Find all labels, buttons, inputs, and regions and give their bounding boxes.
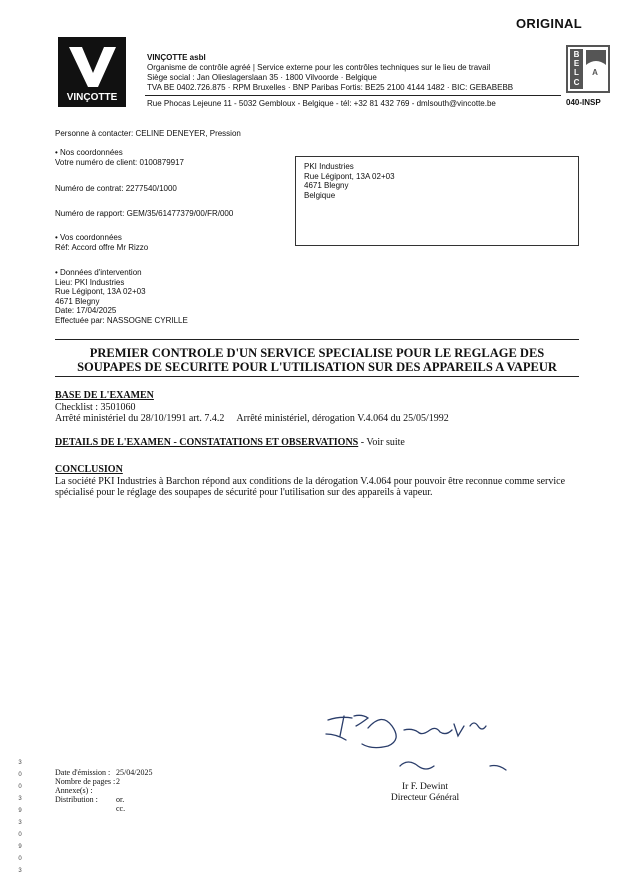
our-details <box>55 148 184 167</box>
side-code-digit: 9 <box>18 808 22 814</box>
belac-letter: A <box>592 68 598 77</box>
details-suffix: - Voir suite <box>358 437 405 448</box>
issue-row <box>55 795 152 804</box>
your-details-title: • Vos coordonnées <box>55 233 122 242</box>
side-code-digit: 3 <box>18 820 22 826</box>
client-address-line: 4671 Blegny <box>304 181 349 190</box>
issue-row <box>55 768 152 777</box>
issue-label: Distribution : <box>55 795 98 804</box>
company-line: Organisme de contrôle agréé | Service externe pour les contrôles techniques sur le lieu de travail <box>147 63 491 72</box>
side-code-digit: 9 <box>18 844 22 850</box>
details-section <box>55 437 405 449</box>
company-line: TVA BE 0402.726.875 · RPM Bruxelles · BNP Paribas Fortis: BE25 2100 4144 1482 · BIC: GEBABEBB <box>147 83 514 92</box>
client-address-line: Rue Légipont, 13A 02+03 <box>304 171 395 181</box>
signer-name: Ir F. Dewint <box>402 782 448 792</box>
side-code-digit: 0 <box>18 832 22 838</box>
issue-value: 25/04/2025 <box>116 768 153 777</box>
report-title-line: PREMIER CONTROLE D'UN SERVICE SPECIALISE POUR LE REGLAGE DES <box>89 346 545 360</box>
client-number: Votre numéro de client: 0100879917 <box>55 157 184 167</box>
belac-letter: L <box>574 68 579 77</box>
issue-value: or. <box>116 795 125 804</box>
conclusion-heading: CONCLUSION <box>55 464 123 475</box>
report-title <box>55 339 579 377</box>
checklist: Checklist : 3501060 <box>55 401 136 413</box>
issue-value: 2 <box>116 777 120 786</box>
vincotte-logo <box>58 37 126 107</box>
intervention-line: Effectuée par: NASSOGNE CYRILLE <box>55 315 188 325</box>
reference: Réf: Accord offre Mr Rizzo <box>55 242 149 252</box>
conclusion-section <box>55 464 581 499</box>
side-barcode-number <box>16 757 24 877</box>
issue-row <box>55 804 152 813</box>
side-code-digit: 0 <box>18 856 22 862</box>
client-address-line: PKI Industries <box>304 162 354 171</box>
company-name: VINÇOTTE asbl <box>147 53 206 62</box>
base-heading: BASE DE L'EXAMEN <box>55 390 154 401</box>
intervention-line: Date: 17/04/2025 <box>55 306 117 315</box>
side-code-digit: 3 <box>18 868 22 874</box>
side-code-digit: 3 <box>18 760 22 766</box>
company-address: Rue Phocas Lejeune 11 - 5032 Gembloux - Belgique - tél: +32 81 432 769 - dmlsouth@vincotte.be <box>147 99 496 108</box>
logo-text: VINÇOTTE <box>66 92 118 103</box>
side-code-digit: 3 <box>18 796 22 802</box>
issue-label: Date d'émission : <box>55 768 111 777</box>
intervention-data <box>55 268 188 325</box>
our-details-title: • Nos coordonnées <box>55 148 123 157</box>
intervention-line: Rue Légipont, 13A 02+03 <box>55 287 146 296</box>
belac-letter: C <box>573 78 580 87</box>
belac-logo <box>566 45 610 93</box>
your-details <box>55 233 148 252</box>
signer-role: Directeur Général <box>390 793 460 803</box>
side-code-digit: 0 <box>18 772 22 778</box>
intervention-line: Lieu: PKI Industries <box>55 277 125 287</box>
original-stamp: ORIGINAL <box>516 16 582 31</box>
issue-label: Annexe(s) : <box>55 786 93 795</box>
details-heading: DETAILS DE L'EXAMEN - CONSTATATIONS ET OBSERVATIONS <box>55 437 359 448</box>
company-info <box>147 53 513 93</box>
belac-code: 040-INSP <box>566 98 601 107</box>
report-number: Numéro de rapport: GEM/35/61477379/00/FR/000 <box>55 209 234 218</box>
contact-person: Personne à contacter: CELINE DENEYER, Pression <box>55 129 241 138</box>
issue-label: Nombre de pages : <box>55 777 116 786</box>
signer-block <box>377 782 473 804</box>
client-address-box <box>295 156 579 246</box>
handwritten-signature <box>322 706 522 782</box>
header-divider <box>145 95 561 96</box>
conclusion-text: La société PKI Industries à Barchon répond aux conditions de la dérogation V.4.064 pour pouvoir être reconnue comme service spécialisé pour le réglage des soupapes de sécurité pour l'utilisation sur des appareils à vapeur. <box>55 475 566 498</box>
issue-label <box>55 804 116 813</box>
issue-row <box>55 786 152 795</box>
contract-number: Numéro de contrat: 2277540/1000 <box>55 184 177 193</box>
belac-letter: B <box>573 50 580 59</box>
client-address-line: Belgique <box>304 190 336 200</box>
decrees: Arrêté ministériel du 28/10/1991 art. 7.4.2 Arrêté ministériel, dérogation V.4.064 du 25/05/1992 <box>55 413 449 424</box>
belac-letter: E <box>573 59 580 68</box>
report-title-line: SOUPAPES DE SECURITE POUR L'UTILISATION SUR DES APPAREILS A VAPEUR <box>77 360 557 374</box>
issue-value: cc. <box>116 804 126 813</box>
issue-row <box>55 777 152 786</box>
side-code-digit: 0 <box>18 784 22 790</box>
company-line: Siège social : Jan Olieslagerslaan 35 · 1800 Vilvoorde · Belgique <box>147 73 377 82</box>
intervention-title: • Données d'intervention <box>55 268 142 277</box>
issue-info <box>55 768 152 813</box>
base-section <box>55 390 449 425</box>
intervention-line: 4671 Blegny <box>55 296 100 306</box>
